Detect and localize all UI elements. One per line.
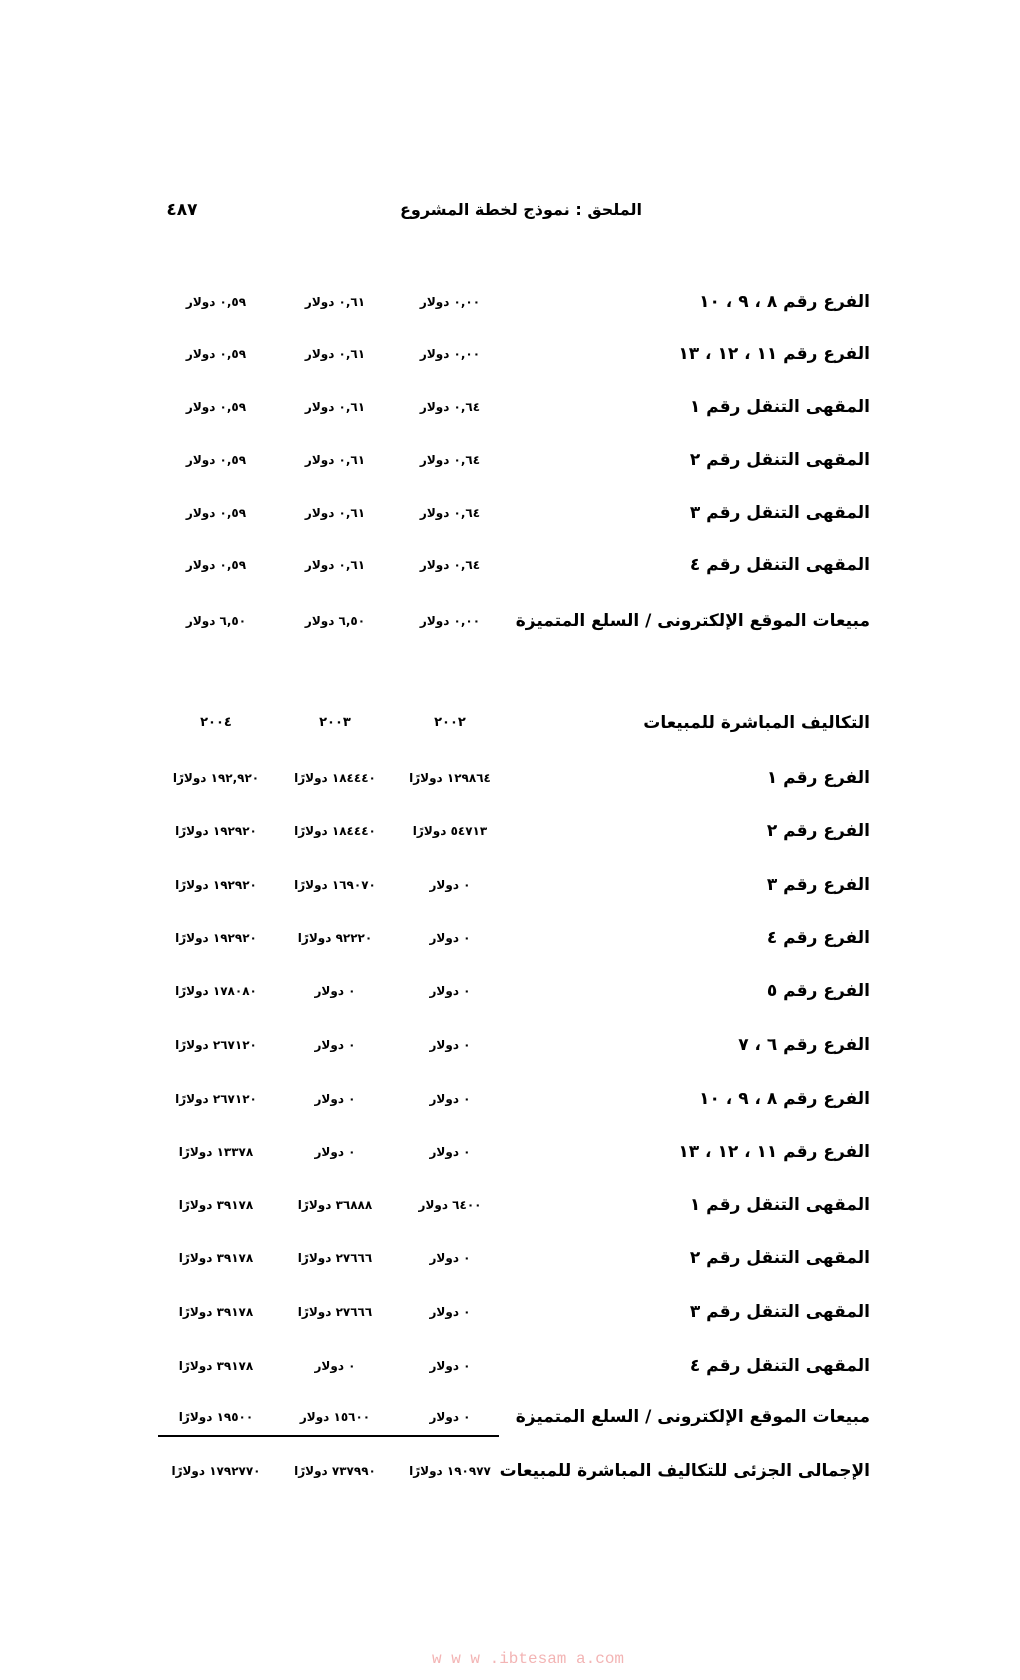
row-label: المقهى التنقل رقم ٤ <box>689 1356 870 1376</box>
table-row <box>0 873 1020 897</box>
row-label: المقهى التنقل رقم ٣ <box>689 503 870 523</box>
row-label: الفرع رقم ٦ ، ٧ <box>738 1035 870 1055</box>
cell-2002: ٠ دولار <box>429 931 471 945</box>
cell-2003: ٠,٦١ دولار <box>304 506 366 520</box>
subtotal-row <box>0 1459 1020 1483</box>
cell-2003: ١٨٤٤٤٠ دولارًا <box>294 824 376 838</box>
table-row <box>0 448 1020 472</box>
cell-2004: ٢٦٧١٢٠ دولارًا <box>175 1038 257 1052</box>
cell-2002: ١٢٩٨٦٤ دولارًا <box>409 771 491 785</box>
subtotal-label: الإجمالى الجزئى للتكاليف المباشرة للمبيعات <box>499 1461 870 1481</box>
table-row <box>0 1033 1020 1057</box>
table-row <box>0 1140 1020 1164</box>
cell-2003: ٢٧٦٦٦ دولارًا <box>297 1251 373 1265</box>
table-row <box>0 819 1020 843</box>
cell-2004: ٣٩١٧٨ دولارًا <box>178 1251 254 1265</box>
row-label: الفرع رقم ١ <box>766 768 870 788</box>
row-label: الفرع رقم ٨ ، ٩ ، ١٠ <box>699 292 870 312</box>
row-label: المقهى التنقل رقم ٢ <box>689 1248 870 1268</box>
table-row <box>0 926 1020 950</box>
cell-2002: ٠,٦٤ دولار <box>419 558 481 572</box>
cell-2002: ٠ دولار <box>429 1145 471 1159</box>
cell-2004: ١٩٢٩٢٠ دولارًا <box>175 878 257 892</box>
cell-2002: ٠ دولار <box>429 1305 471 1319</box>
table-row <box>0 1354 1020 1378</box>
row-label: المقهى التنقل رقم ٢ <box>689 450 870 470</box>
cell-2002: ٠ دولار <box>429 1410 471 1424</box>
row-label: المقهى التنقل رقم ١ <box>689 397 870 417</box>
page-number: ٤٨٧ <box>166 200 198 220</box>
row-label: مبيعات الموقع الإلكترونى / السلع المتميزة <box>515 611 870 631</box>
cell-2003: ٠ دولار <box>314 1359 356 1373</box>
cell-2004: ١٩٢٩٢٠ دولارًا <box>175 931 257 945</box>
cell-2004: ٠,٥٩ دولار <box>185 453 247 467</box>
cell-2004: ١٩٢,٩٢٠ دولارًا <box>172 771 260 785</box>
cell-2002: ٠,٦٤ دولار <box>419 506 481 520</box>
table-row <box>0 1246 1020 1270</box>
section-title: التكاليف المباشرة للمبيعات <box>643 713 870 733</box>
row-label: الفرع رقم ٤ <box>766 928 870 948</box>
cell-2002: ٠ دولار <box>429 1359 471 1373</box>
cell-2002: ٠,٦٤ دولار <box>419 400 481 414</box>
watermark: w w w .ibtesam a.com <box>431 1650 625 1668</box>
cell-2002: ٠,٦٤ دولار <box>419 453 481 467</box>
row-label: المقهى التنقل رقم ٣ <box>689 1302 870 1322</box>
table-row <box>0 501 1020 525</box>
cell-2003: ٠ دولار <box>314 1092 356 1106</box>
cell-2004: ١٣٣٧٨ دولارًا <box>178 1145 254 1159</box>
table-row <box>0 342 1020 366</box>
table-row <box>0 1405 1020 1429</box>
cell-2004: ٠,٥٩ دولار <box>185 506 247 520</box>
cell-2002: ٦٤٠٠ دولار <box>418 1198 482 1212</box>
cell-2003: ٠ دولار <box>314 1038 356 1052</box>
running-header-title: الملحق : نموذج لخطة المشروع <box>399 200 643 219</box>
table-row <box>0 395 1020 419</box>
cell-2003: ٣٦٨٨٨ دولارًا <box>297 1198 373 1212</box>
cell-2004: ٠,٥٩ دولار <box>185 295 247 309</box>
row-label: المقهى التنقل رقم ١ <box>689 1195 870 1215</box>
column-header-2004: ٢٠٠٤ <box>200 715 232 730</box>
cell-2004: ١٩٥٠٠ دولارًا <box>178 1410 254 1424</box>
cell-2003: ٠,٦١ دولار <box>304 558 366 572</box>
cell-2004: ٣٩١٧٨ دولارًا <box>178 1198 254 1212</box>
cell-2003: ٦,٥٠ دولار <box>304 614 366 628</box>
cell-2004: ٠,٥٩ دولار <box>185 347 247 361</box>
row-label: الفرع رقم ١١ ، ١٢ ، ١٣ <box>678 1142 870 1162</box>
cell-2004: ١٩٢٩٢٠ دولارًا <box>175 824 257 838</box>
cell-2002: ٠ دولار <box>429 1038 471 1052</box>
table-row <box>0 553 1020 577</box>
cell-2003: ٠,٦١ دولار <box>304 347 366 361</box>
cell-2002: ٠ دولار <box>429 1092 471 1106</box>
cell-2003: ١٨٤٤٤٠ دولارًا <box>294 771 376 785</box>
row-label: مبيعات الموقع الإلكترونى / السلع المتميزة <box>515 1407 870 1427</box>
cell-2004: ٢٦٧١٢٠ دولارًا <box>175 1092 257 1106</box>
cell-2002: ٠ دولار <box>429 878 471 892</box>
table-row <box>0 290 1020 314</box>
row-label: الفرع رقم ٢ <box>766 821 870 841</box>
table-row <box>0 1087 1020 1111</box>
cell-2003: ٠,٦١ دولار <box>304 453 366 467</box>
row-label: الفرع رقم ١١ ، ١٢ ، ١٣ <box>678 344 870 364</box>
cell-2002: ٠ دولار <box>429 984 471 998</box>
cell-2003: ١٥٦٠٠ دولار <box>299 1410 371 1424</box>
cell-2004: ٣٩١٧٨ دولارًا <box>178 1305 254 1319</box>
cell-2003: ٩٢٢٢٠ دولارًا <box>297 931 373 945</box>
cell-2002: ٠,٠٠ دولار <box>419 295 481 309</box>
column-header-2002: ٢٠٠٢ <box>434 715 466 730</box>
subtotal-divider <box>158 1435 499 1437</box>
row-label: الفرع رقم ٥ <box>766 981 870 1001</box>
cell-2002: ٠ دولار <box>429 1251 471 1265</box>
table-row <box>0 1300 1020 1324</box>
column-header-2003: ٢٠٠٣ <box>319 715 351 730</box>
cell-2002: ٥٤٧١٣ دولارًا <box>412 824 488 838</box>
cell-2004: ١٧٨٠٨٠ دولارًا <box>175 984 257 998</box>
row-label: المقهى التنقل رقم ٤ <box>689 555 870 575</box>
row-label: الفرع رقم ٣ <box>766 875 870 895</box>
table-row <box>0 979 1020 1003</box>
cell-2003: ٢٧٦٦٦ دولارًا <box>297 1305 373 1319</box>
cell-2002: ٠,٠٠ دولار <box>419 347 481 361</box>
row-label: الفرع رقم ٨ ، ٩ ، ١٠ <box>699 1089 870 1109</box>
subtotal-2003: ٧٣٧٩٩٠ دولارًا <box>294 1464 376 1478</box>
cell-2003: ٠,٦١ دولار <box>304 400 366 414</box>
table-row <box>0 766 1020 790</box>
subtotal-2002: ١٩٠٩٧٧ دولارًا <box>409 1464 491 1478</box>
cell-2003: ٠,٦١ دولار <box>304 295 366 309</box>
cell-2004: ٦,٥٠ دولار <box>185 614 247 628</box>
cell-2002: ٠,٠٠ دولار <box>419 614 481 628</box>
subtotal-2004: ١٧٩٢٧٧٠ دولارًا <box>171 1464 261 1478</box>
cell-2003: ٠ دولار <box>314 984 356 998</box>
cell-2003: ٠ دولار <box>314 1145 356 1159</box>
table-row <box>0 1193 1020 1217</box>
cell-2004: ٠,٥٩ دولار <box>185 558 247 572</box>
cell-2003: ١٦٩٠٧٠ دولارًا <box>294 878 376 892</box>
cell-2004: ٣٩١٧٨ دولارًا <box>178 1359 254 1373</box>
table-row <box>0 609 1020 633</box>
cell-2004: ٠,٥٩ دولار <box>185 400 247 414</box>
section-header-row <box>0 711 1020 735</box>
